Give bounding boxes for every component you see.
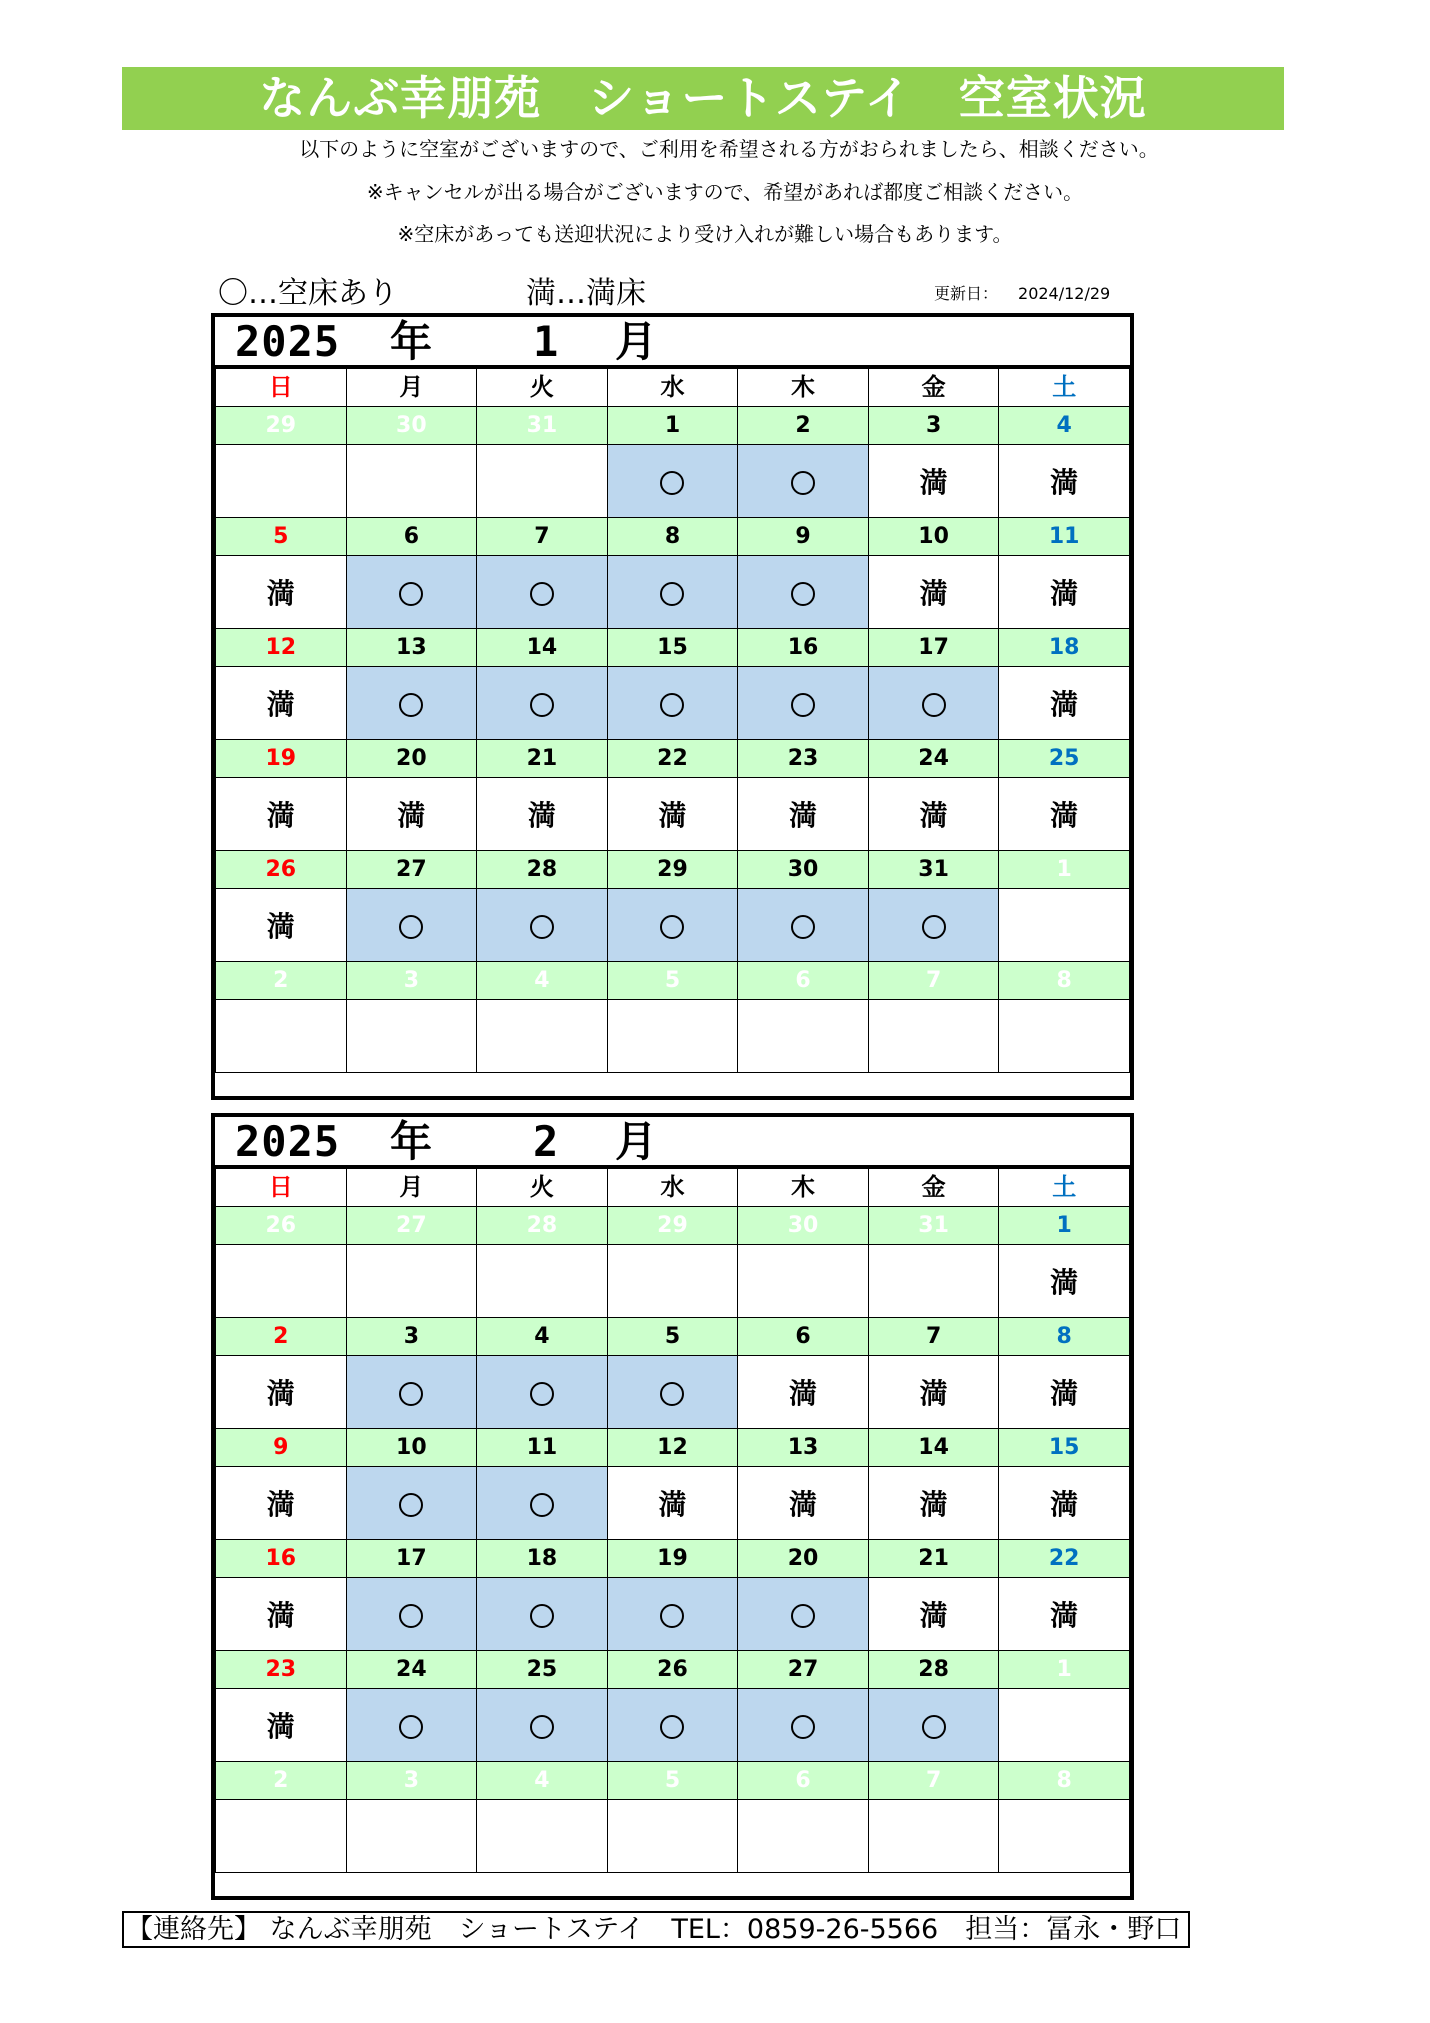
full-mark: 満 bbox=[1050, 1488, 1079, 1521]
date-row bbox=[216, 629, 1130, 667]
full-mark: 満 bbox=[266, 1599, 295, 1632]
date-number: 26 bbox=[607, 1651, 738, 1689]
date-number: 2 bbox=[216, 1762, 347, 1800]
full-mark: 満 bbox=[1050, 1377, 1079, 1410]
updated-label: 更新日： bbox=[934, 284, 999, 303]
availability-cell bbox=[868, 1689, 999, 1762]
updated-value: 2024/12/29 bbox=[1018, 284, 1111, 303]
weekday-header: 木 bbox=[738, 369, 869, 407]
availability-cell bbox=[216, 445, 347, 518]
date-number: 27 bbox=[346, 1207, 477, 1245]
availability-cell bbox=[216, 1800, 347, 1873]
date-number: 19 bbox=[607, 1540, 738, 1578]
full-mark: 満 bbox=[266, 1488, 295, 1521]
date-number: 29 bbox=[607, 851, 738, 889]
availability-cell bbox=[999, 778, 1130, 851]
full-mark: 満 bbox=[1050, 1266, 1079, 1299]
availability-cell bbox=[216, 1245, 347, 1318]
availability-cell bbox=[477, 1467, 608, 1540]
date-number: 1 bbox=[999, 1207, 1130, 1245]
available-circle-icon bbox=[660, 1604, 684, 1628]
calendar-year-unit: 年 bbox=[390, 317, 433, 366]
date-number: 18 bbox=[477, 1540, 608, 1578]
date-number: 11 bbox=[999, 518, 1130, 556]
status-row bbox=[216, 667, 1130, 740]
date-number: 12 bbox=[216, 629, 347, 667]
availability-cell bbox=[738, 1467, 869, 1540]
available-circle-icon bbox=[791, 582, 815, 606]
full-mark: 満 bbox=[919, 577, 948, 610]
full-mark: 満 bbox=[527, 799, 556, 832]
date-number: 6 bbox=[738, 1762, 869, 1800]
availability-cell bbox=[868, 667, 999, 740]
available-circle-icon bbox=[791, 915, 815, 939]
full-mark: 満 bbox=[1050, 466, 1079, 499]
available-circle-icon bbox=[399, 1604, 423, 1628]
availability-cell bbox=[738, 1689, 869, 1762]
date-number: 4 bbox=[477, 962, 608, 1000]
calendar-month-unit: 月 bbox=[615, 317, 658, 366]
date-number: 15 bbox=[999, 1429, 1130, 1467]
available-circle-icon bbox=[660, 1382, 684, 1406]
availability-cell bbox=[868, 445, 999, 518]
calendar-grid bbox=[215, 368, 1130, 1073]
availability-cell bbox=[738, 1356, 869, 1429]
availability-cell bbox=[216, 556, 347, 629]
full-mark: 満 bbox=[919, 1488, 948, 1521]
date-number: 7 bbox=[868, 1318, 999, 1356]
notice-line-1: 以下のように空室がございますので、ご利用を希望される方がおられましたら、相談ください。 bbox=[299, 137, 1159, 161]
availability-cell bbox=[868, 1000, 999, 1073]
availability-cell bbox=[216, 667, 347, 740]
full-mark: 満 bbox=[919, 799, 948, 832]
available-circle-icon bbox=[660, 915, 684, 939]
date-number: 5 bbox=[607, 962, 738, 1000]
calendar-grid bbox=[215, 1168, 1130, 1873]
available-circle-icon bbox=[660, 471, 684, 495]
date-number: 2 bbox=[216, 1318, 347, 1356]
date-number: 3 bbox=[346, 1318, 477, 1356]
date-number: 1 bbox=[999, 851, 1130, 889]
calendar-month-unit: 月 bbox=[615, 1117, 658, 1166]
date-number: 6 bbox=[346, 518, 477, 556]
date-number: 30 bbox=[346, 407, 477, 445]
available-circle-icon bbox=[530, 1493, 554, 1517]
availability-cell bbox=[999, 1000, 1130, 1073]
availability-cell bbox=[738, 889, 869, 962]
date-number: 26 bbox=[216, 1207, 347, 1245]
availability-cell bbox=[346, 1800, 477, 1873]
full-mark: 満 bbox=[266, 1710, 295, 1743]
availability-cell bbox=[477, 889, 608, 962]
date-row bbox=[216, 1651, 1130, 1689]
date-number: 8 bbox=[999, 1762, 1130, 1800]
date-number: 27 bbox=[346, 851, 477, 889]
availability-cell bbox=[868, 1467, 999, 1540]
date-number: 12 bbox=[607, 1429, 738, 1467]
date-number: 23 bbox=[738, 740, 869, 778]
availability-cell bbox=[868, 778, 999, 851]
availability-cell bbox=[999, 667, 1130, 740]
date-number: 25 bbox=[999, 740, 1130, 778]
weekday-header: 月 bbox=[346, 369, 477, 407]
date-number: 6 bbox=[738, 1318, 869, 1356]
availability-cell bbox=[346, 778, 477, 851]
status-row bbox=[216, 1245, 1130, 1318]
date-row bbox=[216, 740, 1130, 778]
availability-cell bbox=[607, 1356, 738, 1429]
date-number: 11 bbox=[477, 1429, 608, 1467]
calendar-year: 2025 bbox=[235, 317, 341, 366]
availability-cell bbox=[999, 1356, 1130, 1429]
date-row bbox=[216, 1429, 1130, 1467]
date-number: 20 bbox=[346, 740, 477, 778]
notice-line-3: ※空床があっても送迎状況により受け入れが難しい場合もあります。 bbox=[397, 222, 1013, 246]
available-circle-icon bbox=[922, 915, 946, 939]
calendar-january bbox=[211, 313, 1134, 1100]
available-circle-icon bbox=[791, 693, 815, 717]
availability-cell bbox=[999, 1689, 1130, 1762]
date-number: 1 bbox=[999, 1651, 1130, 1689]
availability-cell bbox=[216, 1000, 347, 1073]
weekday-header: 日 bbox=[216, 1169, 347, 1207]
availability-cell bbox=[738, 1245, 869, 1318]
available-circle-icon bbox=[922, 693, 946, 717]
date-number: 7 bbox=[868, 962, 999, 1000]
weekday-header: 金 bbox=[868, 1169, 999, 1207]
date-number: 9 bbox=[738, 518, 869, 556]
availability-cell bbox=[868, 1800, 999, 1873]
weekday-header: 金 bbox=[868, 369, 999, 407]
status-row bbox=[216, 556, 1130, 629]
date-row bbox=[216, 1318, 1130, 1356]
contact-info: 【連絡先】 なんぶ幸朋苑 ショートステイ TEL：0859-26-5566 担当：冨永・野口 bbox=[122, 1911, 1190, 1948]
full-mark: 満 bbox=[266, 577, 295, 610]
full-mark: 満 bbox=[266, 688, 295, 721]
available-circle-icon bbox=[399, 693, 423, 717]
date-number: 25 bbox=[477, 1651, 608, 1689]
full-mark: 満 bbox=[1050, 577, 1079, 610]
availability-cell bbox=[477, 1578, 608, 1651]
date-number: 7 bbox=[477, 518, 608, 556]
weekday-row bbox=[216, 1169, 1130, 1207]
availability-cell bbox=[216, 1467, 347, 1540]
available-circle-icon bbox=[399, 1715, 423, 1739]
date-number: 31 bbox=[477, 407, 608, 445]
weekday-header: 火 bbox=[477, 1169, 608, 1207]
availability-cell bbox=[999, 556, 1130, 629]
calendar-header bbox=[215, 1117, 1130, 1168]
date-number: 15 bbox=[607, 629, 738, 667]
availability-cell bbox=[999, 445, 1130, 518]
date-number: 26 bbox=[216, 851, 347, 889]
availability-cell bbox=[477, 1000, 608, 1073]
full-mark: 満 bbox=[919, 1377, 948, 1410]
available-circle-icon bbox=[922, 1715, 946, 1739]
available-circle-icon bbox=[530, 693, 554, 717]
availability-cell bbox=[868, 1578, 999, 1651]
availability-cell bbox=[738, 1800, 869, 1873]
date-number: 17 bbox=[868, 629, 999, 667]
weekday-header: 水 bbox=[607, 1169, 738, 1207]
availability-cell bbox=[607, 1800, 738, 1873]
availability-cell bbox=[738, 1000, 869, 1073]
date-number: 6 bbox=[738, 962, 869, 1000]
date-number: 20 bbox=[738, 1540, 869, 1578]
page-title: なんぶ幸朋苑 ショートステイ 空室状況 bbox=[122, 67, 1284, 130]
date-number: 29 bbox=[607, 1207, 738, 1245]
calendar-year: 2025 bbox=[235, 1117, 341, 1166]
calendar-header bbox=[215, 317, 1130, 368]
availability-cell bbox=[477, 667, 608, 740]
availability-cell bbox=[346, 556, 477, 629]
date-number: 16 bbox=[738, 629, 869, 667]
date-number: 7 bbox=[868, 1762, 999, 1800]
availability-cell bbox=[868, 1245, 999, 1318]
date-number: 5 bbox=[216, 518, 347, 556]
available-circle-icon bbox=[791, 1715, 815, 1739]
full-mark: 満 bbox=[266, 910, 295, 943]
calendar-february bbox=[211, 1113, 1134, 1900]
date-number: 13 bbox=[346, 629, 477, 667]
date-number: 3 bbox=[346, 1762, 477, 1800]
status-row bbox=[216, 778, 1130, 851]
date-number: 21 bbox=[868, 1540, 999, 1578]
availability-cell bbox=[216, 778, 347, 851]
available-circle-icon bbox=[530, 1382, 554, 1406]
availability-cell bbox=[346, 1467, 477, 1540]
date-number: 30 bbox=[738, 1207, 869, 1245]
availability-cell bbox=[607, 1245, 738, 1318]
availability-cell bbox=[738, 1578, 869, 1651]
availability-cell bbox=[346, 667, 477, 740]
date-row bbox=[216, 407, 1130, 445]
date-number: 21 bbox=[477, 740, 608, 778]
weekday-header: 土 bbox=[999, 369, 1130, 407]
date-number: 18 bbox=[999, 629, 1130, 667]
date-row bbox=[216, 1762, 1130, 1800]
date-number: 14 bbox=[477, 629, 608, 667]
availability-cell bbox=[477, 778, 608, 851]
weekday-header: 月 bbox=[346, 1169, 477, 1207]
date-number: 28 bbox=[868, 1651, 999, 1689]
date-number: 3 bbox=[346, 962, 477, 1000]
legend-available: 〇…空床あり bbox=[218, 276, 398, 311]
date-number: 22 bbox=[999, 1540, 1130, 1578]
availability-cell bbox=[477, 1245, 608, 1318]
date-number: 4 bbox=[999, 407, 1130, 445]
availability-cell bbox=[607, 1689, 738, 1762]
date-number: 10 bbox=[346, 1429, 477, 1467]
date-number: 17 bbox=[346, 1540, 477, 1578]
date-number: 2 bbox=[216, 962, 347, 1000]
availability-cell bbox=[738, 556, 869, 629]
available-circle-icon bbox=[399, 1382, 423, 1406]
status-row bbox=[216, 1000, 1130, 1073]
availability-cell bbox=[477, 445, 608, 518]
date-number: 23 bbox=[216, 1651, 347, 1689]
status-row bbox=[216, 445, 1130, 518]
full-mark: 満 bbox=[1050, 1599, 1079, 1632]
date-number: 1 bbox=[607, 407, 738, 445]
available-circle-icon bbox=[530, 915, 554, 939]
availability-cell bbox=[607, 1467, 738, 1540]
availability-cell bbox=[607, 445, 738, 518]
date-number: 10 bbox=[868, 518, 999, 556]
weekday-header: 木 bbox=[738, 1169, 869, 1207]
available-circle-icon bbox=[530, 582, 554, 606]
availability-cell bbox=[607, 778, 738, 851]
available-circle-icon bbox=[791, 471, 815, 495]
date-number: 8 bbox=[607, 518, 738, 556]
availability-cell bbox=[346, 1356, 477, 1429]
date-number: 31 bbox=[868, 1207, 999, 1245]
availability-cell bbox=[607, 1000, 738, 1073]
full-mark: 満 bbox=[658, 1488, 687, 1521]
availability-cell bbox=[346, 1578, 477, 1651]
status-row bbox=[216, 889, 1130, 962]
date-number: 8 bbox=[999, 962, 1130, 1000]
availability-cell bbox=[346, 445, 477, 518]
full-mark: 満 bbox=[789, 1488, 818, 1521]
available-circle-icon bbox=[660, 1715, 684, 1739]
availability-cell bbox=[738, 445, 869, 518]
availability-cell bbox=[607, 889, 738, 962]
date-row bbox=[216, 518, 1130, 556]
availability-cell bbox=[607, 556, 738, 629]
available-circle-icon bbox=[530, 1604, 554, 1628]
date-number: 8 bbox=[999, 1318, 1130, 1356]
date-number: 9 bbox=[216, 1429, 347, 1467]
full-mark: 満 bbox=[919, 1599, 948, 1632]
availability-cell bbox=[607, 1578, 738, 1651]
available-circle-icon bbox=[399, 1493, 423, 1517]
available-circle-icon bbox=[660, 582, 684, 606]
calendar-year-unit: 年 bbox=[390, 1117, 433, 1166]
date-row bbox=[216, 1540, 1130, 1578]
legend-full: 満…満床 bbox=[526, 276, 646, 311]
weekday-header: 日 bbox=[216, 369, 347, 407]
full-mark: 満 bbox=[789, 799, 818, 832]
availability-cell bbox=[477, 556, 608, 629]
date-number: 16 bbox=[216, 1540, 347, 1578]
date-number: 2 bbox=[738, 407, 869, 445]
full-mark: 満 bbox=[658, 799, 687, 832]
availability-cell bbox=[346, 1245, 477, 1318]
availability-cell bbox=[216, 889, 347, 962]
weekday-row bbox=[216, 369, 1130, 407]
date-row bbox=[216, 1207, 1130, 1245]
status-row bbox=[216, 1800, 1130, 1873]
date-number: 28 bbox=[477, 1207, 608, 1245]
full-mark: 満 bbox=[1050, 688, 1079, 721]
full-mark: 満 bbox=[266, 1377, 295, 1410]
full-mark: 満 bbox=[919, 466, 948, 499]
availability-cell bbox=[477, 1689, 608, 1762]
status-row bbox=[216, 1578, 1130, 1651]
updated-date bbox=[934, 282, 1130, 306]
date-number: 31 bbox=[868, 851, 999, 889]
availability-cell bbox=[999, 1245, 1130, 1318]
weekday-header: 土 bbox=[999, 1169, 1130, 1207]
availability-cell bbox=[216, 1689, 347, 1762]
availability-cell bbox=[868, 889, 999, 962]
date-number: 4 bbox=[477, 1762, 608, 1800]
date-number: 30 bbox=[738, 851, 869, 889]
date-number: 22 bbox=[607, 740, 738, 778]
availability-cell bbox=[607, 667, 738, 740]
available-circle-icon bbox=[791, 1604, 815, 1628]
available-circle-icon bbox=[660, 693, 684, 717]
availability-cell bbox=[216, 1578, 347, 1651]
date-number: 5 bbox=[607, 1762, 738, 1800]
availability-cell bbox=[216, 1356, 347, 1429]
date-number: 24 bbox=[868, 740, 999, 778]
date-number: 19 bbox=[216, 740, 347, 778]
availability-cell bbox=[477, 1356, 608, 1429]
full-mark: 満 bbox=[266, 799, 295, 832]
available-circle-icon bbox=[399, 915, 423, 939]
status-row bbox=[216, 1467, 1130, 1540]
date-number: 24 bbox=[346, 1651, 477, 1689]
date-number: 5 bbox=[607, 1318, 738, 1356]
weekday-header: 火 bbox=[477, 369, 608, 407]
availability-cell bbox=[738, 667, 869, 740]
availability-cell bbox=[999, 1800, 1130, 1873]
weekday-header: 水 bbox=[607, 369, 738, 407]
date-number: 14 bbox=[868, 1429, 999, 1467]
calendar-month: 2 bbox=[533, 1117, 559, 1166]
status-row bbox=[216, 1689, 1130, 1762]
status-row bbox=[216, 1356, 1130, 1429]
calendar-month: 1 bbox=[533, 317, 559, 366]
availability-cell bbox=[738, 778, 869, 851]
date-number: 28 bbox=[477, 851, 608, 889]
date-row bbox=[216, 962, 1130, 1000]
date-number: 3 bbox=[868, 407, 999, 445]
availability-cell bbox=[999, 1467, 1130, 1540]
availability-cell bbox=[346, 889, 477, 962]
date-number: 4 bbox=[477, 1318, 608, 1356]
available-circle-icon bbox=[399, 582, 423, 606]
availability-cell bbox=[346, 1689, 477, 1762]
availability-cell bbox=[477, 1800, 608, 1873]
date-number: 27 bbox=[738, 1651, 869, 1689]
availability-cell bbox=[346, 1000, 477, 1073]
availability-cell bbox=[868, 1356, 999, 1429]
notice-line-2: ※キャンセルが出る場合がございますので、希望があれば都度ご相談ください。 bbox=[366, 180, 1084, 204]
full-mark: 満 bbox=[1050, 799, 1079, 832]
available-circle-icon bbox=[530, 1715, 554, 1739]
date-number: 13 bbox=[738, 1429, 869, 1467]
full-mark: 満 bbox=[789, 1377, 818, 1410]
full-mark: 満 bbox=[397, 799, 426, 832]
availability-cell bbox=[999, 889, 1130, 962]
availability-cell bbox=[868, 556, 999, 629]
date-number: 29 bbox=[216, 407, 347, 445]
date-row bbox=[216, 851, 1130, 889]
availability-cell bbox=[999, 1578, 1130, 1651]
